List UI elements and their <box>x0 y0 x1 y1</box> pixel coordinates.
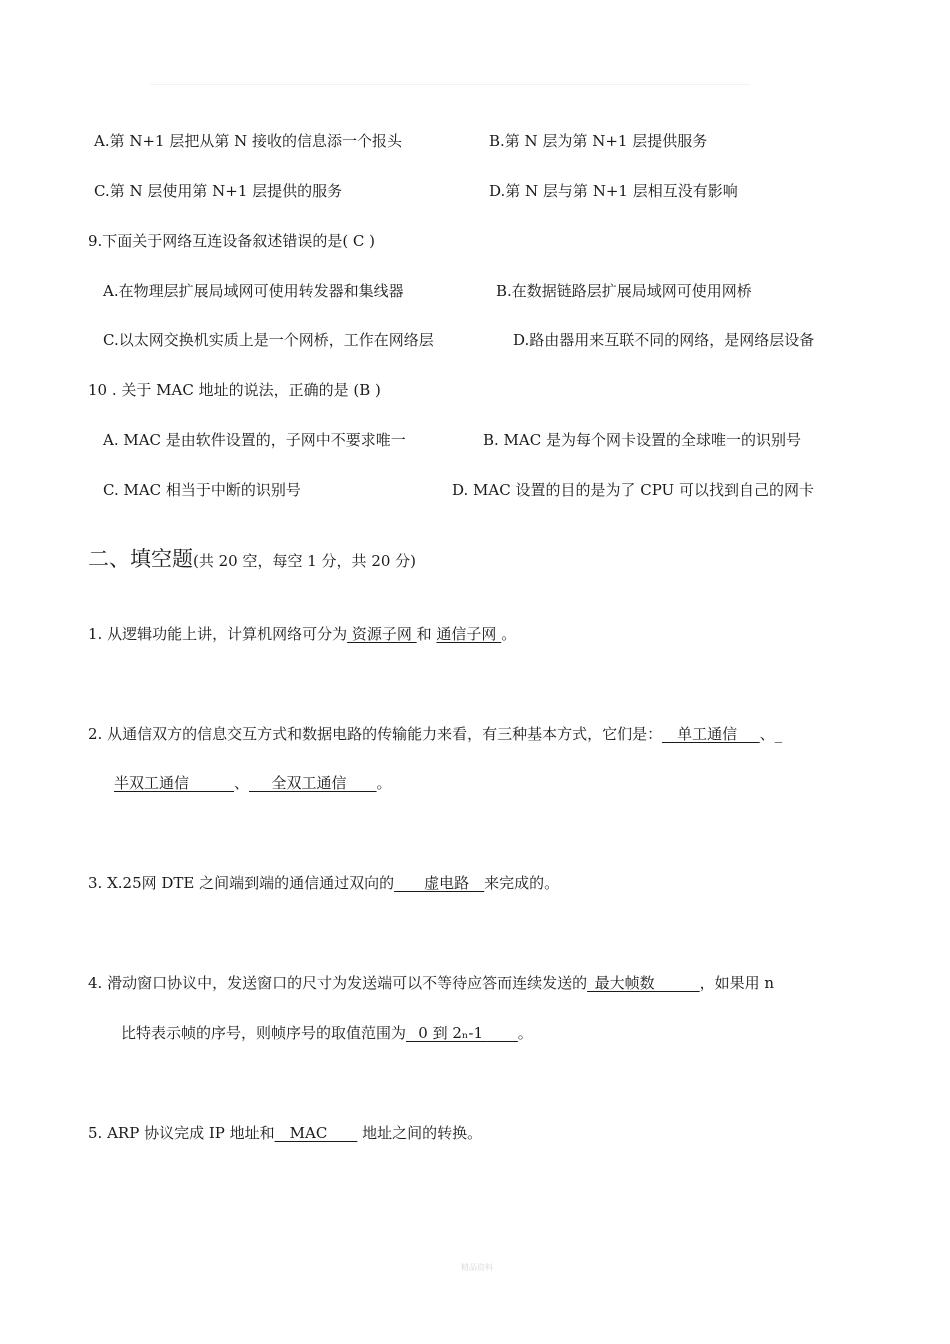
q9-option-b: B.在数据链路层扩展局域网可使用网桥 <box>496 282 752 300</box>
fill5-answer: __MAC____ <box>274 1124 358 1142</box>
fill1-answer-2: 通信子网 <box>436 625 502 643</box>
q8-option-b: B.第 N 层为第 N+1 层提供服务 <box>489 132 708 150</box>
fill-question-2-continued <box>114 773 392 793</box>
fill-question-3 <box>88 873 559 893</box>
fill3-end: 来完成的。 <box>484 874 560 892</box>
fill4-prompt: 4. 滑动窗口协议中，发送窗口的尺寸为发送端可以不等待应答而连续发送的 <box>88 974 588 992</box>
fill-question-4-continued <box>121 1023 533 1043</box>
section-heading <box>88 546 416 574</box>
q10-option-d: D. MAC 设置的目的是为了 CPU 可以找到自己的网卡 <box>452 481 814 499</box>
q8-option-a: A.第 N+1 层把从第 N 接收的信息添一个报头 <box>94 132 403 150</box>
q8-option-d: D.第 N 层与第 N+1 层相互没有影响 <box>489 182 738 200</box>
fill1-end: 。 <box>501 625 517 643</box>
q9-stem: 9.下面关于网络互连设备叙述错误的是( C ) <box>88 232 376 250</box>
q10-stem: 10 . 关于 MAC 地址的说法，正确的是 (B ) <box>88 381 381 399</box>
fill3-answer: ____虚电路__ <box>394 874 485 892</box>
fill-question-4 <box>88 973 774 993</box>
q9-option-a: A.在物理层扩展局域网可使用转发器和集线器 <box>103 282 404 300</box>
fill2-prompt: 2. 从通信双方的信息交互方式和数据电路的传输能力来看，有三种基本方式，它们是： <box>88 725 663 743</box>
q10-option-b: B. MAC 是为每个网卡设置的全球唯一的识别号 <box>483 431 801 449</box>
fill2-answer-3: ___全双工通信____ <box>249 774 377 792</box>
fill4-answer-1: _最大帧数___ <box>587 974 678 992</box>
fill4-middle: ，如果用 n <box>699 974 775 992</box>
fill4-end: 。 <box>517 1024 533 1042</box>
fill2-separator-1: 、_ <box>759 725 783 743</box>
section-title: 二、填空题 <box>88 547 193 571</box>
q10-option-c: C. MAC 相当于中断的识别号 <box>103 481 301 499</box>
q9-option-c: C.以太网交换机实质上是一个网桥，工作在网络层 <box>103 331 434 349</box>
fill4-line2-prompt: 比特表示帧的序号，则帧序号的取值范围为 <box>121 1024 407 1042</box>
q9-option-d: D.路由器用来互联不同的网络，是网络层设备 <box>513 331 815 349</box>
section-note: (共 20 空，每空 1 分，共 20 分) <box>193 552 417 570</box>
fill4-blank-2: ____ <box>487 1024 518 1042</box>
fill5-end: 地址之间的转换。 <box>357 1124 483 1142</box>
fill2-answer-1: __单工通信___ <box>662 725 760 743</box>
fill2-separator-2: 、 <box>234 774 250 792</box>
fill3-prompt: 3. X.25网 DTE 之间端到端的通信通过双向的 <box>88 874 395 892</box>
fill-question-5 <box>88 1123 482 1143</box>
fill1-answer-1: 资源子网 <box>347 625 417 643</box>
q8-option-c: C.第 N 层使用第 N+1 层提供的服务 <box>94 182 343 200</box>
page-footer: 精品资料 <box>461 1263 493 1272</box>
fill1-connector: 和 <box>416 625 437 643</box>
header-rule <box>150 84 750 85</box>
fill4-blank-1: ___ <box>677 974 700 992</box>
fill-question-1 <box>88 624 516 644</box>
q10-option-a: A. MAC 是由软件设置的，子网中不要求唯一 <box>103 431 406 449</box>
fill-question-2 <box>88 724 782 744</box>
fill2-answer-2: 半双工通信______ <box>114 774 235 792</box>
fill1-prompt: 1. 从逻辑功能上讲，计算机网络可分为 <box>88 625 348 643</box>
fill2-end: 。 <box>376 774 392 792</box>
fill4-answer-2: _ 0 到 2ₙ-1 <box>406 1024 488 1042</box>
fill5-prompt: 5. ARP 协议完成 IP 地址和 <box>88 1124 275 1142</box>
